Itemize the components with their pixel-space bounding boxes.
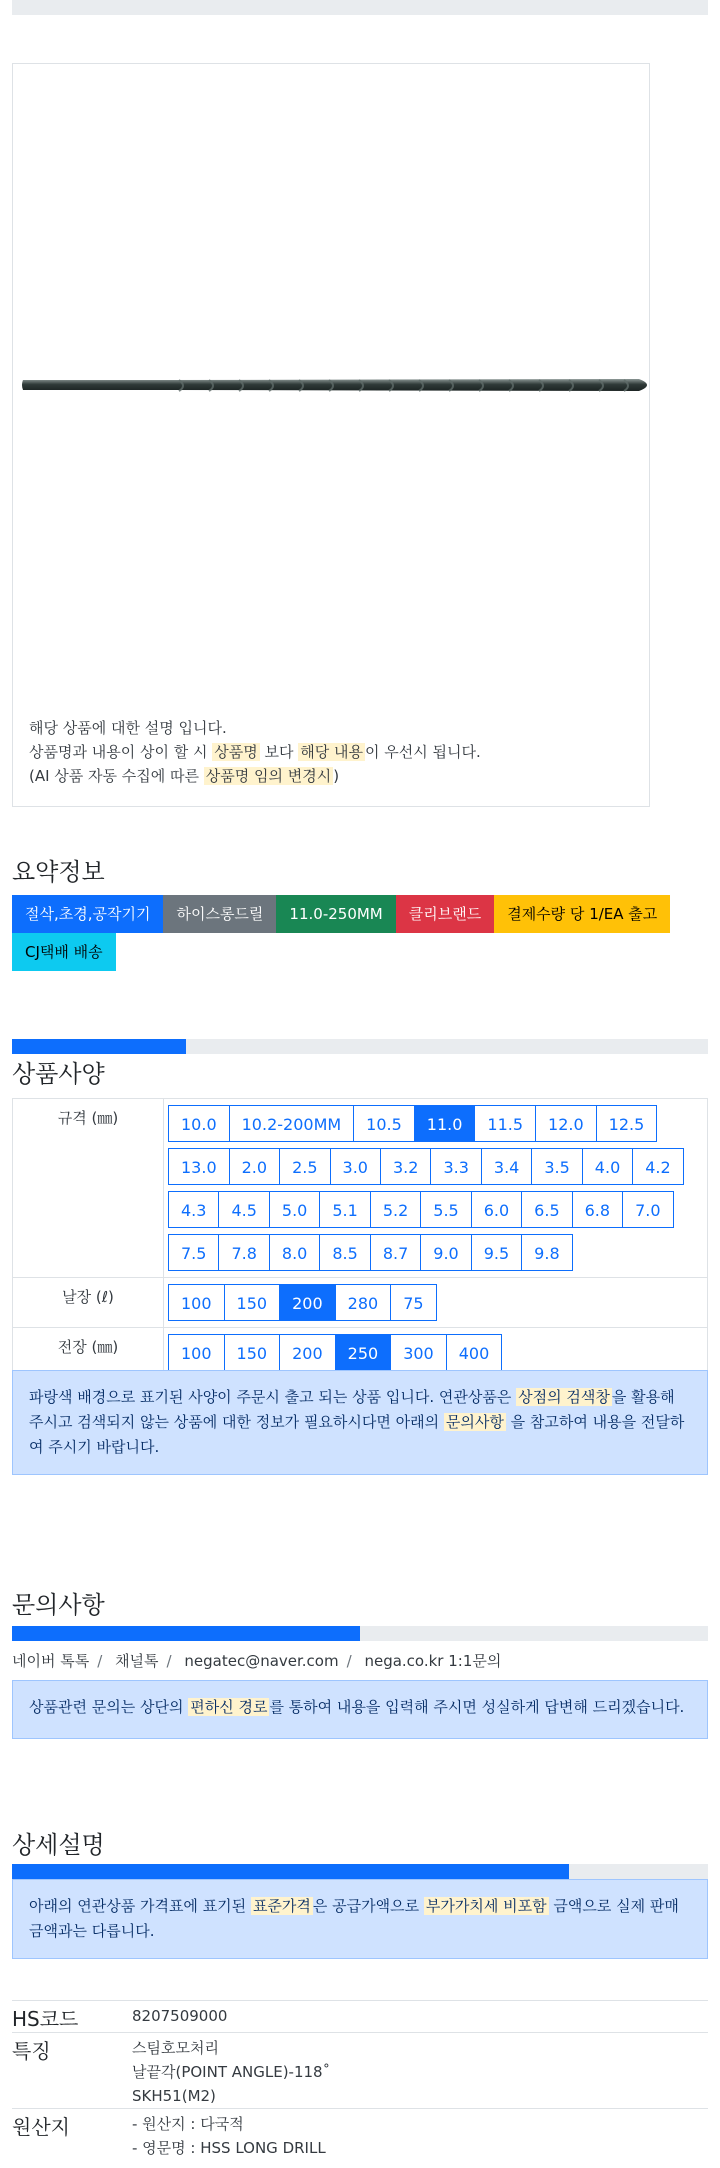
info-row-features bbox=[12, 2032, 708, 2109]
highlight-name-change: 상품명 임의 변경시 bbox=[205, 767, 332, 785]
badge-quantity: 결제수량 당 1/EA 출고 bbox=[494, 895, 670, 933]
size-options bbox=[168, 1102, 697, 1274]
spec-option-button[interactable]: 3.2 bbox=[380, 1148, 431, 1185]
spec-option-button[interactable]: 150 bbox=[224, 1334, 281, 1371]
top-progress-bar bbox=[12, 0, 708, 15]
detail-title: 상세설명 bbox=[12, 1831, 105, 1859]
spec-option-button[interactable]: 7.5 bbox=[168, 1234, 219, 1271]
spec-option-button[interactable]: 11.5 bbox=[474, 1105, 536, 1142]
note-line-1: 해당 상품에 대한 설명 입니다. bbox=[29, 719, 227, 737]
spec-option-button[interactable]: 6.8 bbox=[572, 1191, 623, 1228]
spec-option-button[interactable]: 3.0 bbox=[330, 1148, 381, 1185]
spec-option-button[interactable]: 12.5 bbox=[596, 1105, 658, 1142]
spec-option-button[interactable]: 300 bbox=[390, 1334, 447, 1371]
spec-option-button[interactable]: 10.2-200MM bbox=[229, 1105, 355, 1142]
detail-notice: 아래의 연관상품 가격표에 표기된 표준가격 은 공급가액으로 부가가치세 비포함 금액으로 실제 판매금액과는 다릅니다. bbox=[12, 1879, 708, 1959]
spec-option-button[interactable]: 100 bbox=[168, 1284, 225, 1321]
image-description-note bbox=[29, 716, 481, 788]
highlight-content: 해당 내용 bbox=[300, 743, 363, 761]
spec-option-button[interactable]: 13.0 bbox=[168, 1148, 230, 1185]
origin-item: - 영문명 : HSS LONG DRILL bbox=[132, 2139, 326, 2157]
spec-option-button[interactable]: 4.0 bbox=[582, 1148, 633, 1185]
contact-channel-talk[interactable]: 채널톡 bbox=[115, 1652, 159, 1670]
contact-email[interactable]: negatec@naver.com bbox=[184, 1652, 339, 1670]
contact-links: 네이버 톡톡 / 채널톡 / negatec@naver.com / nega.co.kr 1:1문의 bbox=[12, 1652, 502, 1670]
spec-option-button[interactable]: 250 bbox=[335, 1334, 392, 1371]
spec-option-button[interactable]: 100 bbox=[168, 1334, 225, 1371]
spec-label-overall-length: 전장 (㎜) bbox=[13, 1328, 164, 1378]
badge-product-type: 하이스롱드릴 bbox=[163, 895, 276, 933]
spec-option-button[interactable]: 3.3 bbox=[430, 1148, 481, 1185]
inquiry-title: 문의사항 bbox=[12, 1591, 105, 1619]
spec-option-button[interactable]: 4.3 bbox=[168, 1191, 219, 1228]
spec-option-button[interactable]: 10.0 bbox=[168, 1105, 230, 1142]
spec-option-button[interactable]: 7.8 bbox=[218, 1234, 269, 1271]
spec-option-button[interactable]: 10.5 bbox=[353, 1105, 415, 1142]
spec-label-flute-length: 날장 (ℓ) bbox=[13, 1278, 164, 1328]
spec-option-button[interactable]: 3.5 bbox=[531, 1148, 582, 1185]
badge-delivery: CJ택배 배송 bbox=[12, 933, 116, 971]
features-label: 특징 bbox=[12, 2039, 51, 2063]
summary-title: 요약정보 bbox=[12, 858, 105, 886]
spec-option-button[interactable]: 5.2 bbox=[370, 1191, 421, 1228]
highlight-vat-excluded: 부가가치세 비포함 bbox=[425, 1897, 547, 1915]
spec-option-button[interactable]: 4.5 bbox=[218, 1191, 269, 1228]
spec-option-button[interactable]: 280 bbox=[335, 1284, 392, 1321]
contact-naver-talk[interactable]: 네이버 톡톡 bbox=[12, 1652, 90, 1670]
highlight-product-name: 상품명 bbox=[214, 743, 258, 761]
origin-label: 원산지 bbox=[12, 2115, 70, 2139]
spec-option-button[interactable]: 6.0 bbox=[471, 1191, 522, 1228]
spec-option-button[interactable]: 9.8 bbox=[521, 1234, 572, 1271]
inquiry-progress-bar bbox=[12, 1626, 708, 1641]
spec-notice: 파랑색 배경으로 표기된 사양이 주문시 출고 되는 상품 입니다. 연관상품은 상점의 검색창 을 활용해 주시고 검색되지 않는 상품에 대한 정보가 필요하시다면 아래의 문의사항 을 참고하여 내용을 전달하여 주시기 바랍니다. bbox=[12, 1370, 708, 1475]
note-line-3: (AI 상품 자동 수집에 따른 상품명 임의 변경시 ) bbox=[29, 767, 340, 785]
overall-length-options bbox=[168, 1331, 697, 1374]
spec-option-button[interactable]: 200 bbox=[279, 1334, 336, 1371]
detail-progress-bar bbox=[12, 1864, 708, 1879]
spec-option-button[interactable]: 75 bbox=[390, 1284, 436, 1321]
drill-bit-image bbox=[19, 370, 649, 400]
contact-website-inquiry[interactable]: nega.co.kr 1:1문의 bbox=[364, 1652, 502, 1670]
spec-row-flute-length bbox=[13, 1278, 708, 1328]
spec-option-button[interactable]: 12.0 bbox=[535, 1105, 597, 1142]
spec-option-button[interactable]: 200 bbox=[279, 1284, 336, 1321]
origin-item: - 원산지 : 다국적 bbox=[132, 2115, 244, 2133]
highlight-standard-price: 표준가격 bbox=[252, 1897, 311, 1915]
highlight-store-search: 상점의 검색창 bbox=[518, 1388, 610, 1406]
spec-option-button[interactable]: 9.0 bbox=[420, 1234, 471, 1271]
highlight-convenient-route: 편하신 경로 bbox=[190, 1698, 268, 1716]
spec-option-button[interactable]: 8.7 bbox=[370, 1234, 421, 1271]
spec-option-button[interactable]: 11.0 bbox=[414, 1105, 476, 1142]
feature-item: SKH51(M2) bbox=[132, 2087, 216, 2105]
spec-option-button[interactable]: 5.5 bbox=[420, 1191, 471, 1228]
spec-option-button[interactable]: 400 bbox=[446, 1334, 503, 1371]
spec-option-button[interactable]: 2.0 bbox=[229, 1148, 280, 1185]
badge-brand: 클리브랜드 bbox=[396, 895, 494, 933]
spec-option-button[interactable]: 6.5 bbox=[521, 1191, 572, 1228]
badge-category: 절삭,초경,공작기기 bbox=[12, 895, 163, 933]
spec-option-button[interactable]: 5.1 bbox=[319, 1191, 370, 1228]
inquiry-notice: 상품관련 문의는 상단의 편하신 경로 를 통하여 내용을 입력해 주시면 성실하게 답변해 드리겠습니다. bbox=[12, 1680, 708, 1739]
spec-option-button[interactable]: 7.0 bbox=[622, 1191, 673, 1228]
product-image-box bbox=[12, 63, 650, 807]
spec-option-button[interactable]: 8.5 bbox=[319, 1234, 370, 1271]
spec-option-button[interactable]: 3.4 bbox=[481, 1148, 532, 1185]
feature-item: 날끝각(POINT ANGLE)-118˚ bbox=[132, 2063, 331, 2081]
spec-option-button[interactable]: 9.5 bbox=[471, 1234, 522, 1271]
spec-label-size: 규격 (㎜) bbox=[13, 1099, 164, 1278]
hs-code-label: HS코드 bbox=[12, 2007, 79, 2031]
feature-item: 스팀호모처리 bbox=[132, 2039, 219, 2057]
spec-option-button[interactable]: 5.0 bbox=[269, 1191, 320, 1228]
note-line-2: 상품명과 내용이 상이 할 시 상품명 보다 해당 내용 이 우선시 됩니다. bbox=[29, 743, 481, 761]
spec-row-size bbox=[13, 1099, 708, 1278]
spec-progress-bar bbox=[12, 1039, 708, 1054]
highlight-inquiry: 문의사항 bbox=[445, 1413, 504, 1431]
spec-table bbox=[12, 1098, 708, 1378]
flute-length-options bbox=[168, 1281, 697, 1324]
features-list bbox=[132, 2036, 330, 2108]
info-row-hs-code bbox=[12, 2000, 708, 2033]
spec-option-button[interactable]: 4.2 bbox=[632, 1148, 683, 1185]
hs-code-value: 8207509000 bbox=[132, 2007, 228, 2025]
spec-option-button[interactable]: 8.0 bbox=[269, 1234, 320, 1271]
info-row-origin bbox=[12, 2108, 708, 2168]
spec-title: 상품사양 bbox=[12, 1060, 105, 1088]
badge-size: 11.0-250MM bbox=[276, 895, 395, 933]
spec-option-button[interactable]: 150 bbox=[224, 1284, 281, 1321]
spec-option-button[interactable]: 2.5 bbox=[279, 1148, 330, 1185]
origin-list bbox=[132, 2112, 326, 2160]
summary-badges bbox=[12, 895, 708, 971]
